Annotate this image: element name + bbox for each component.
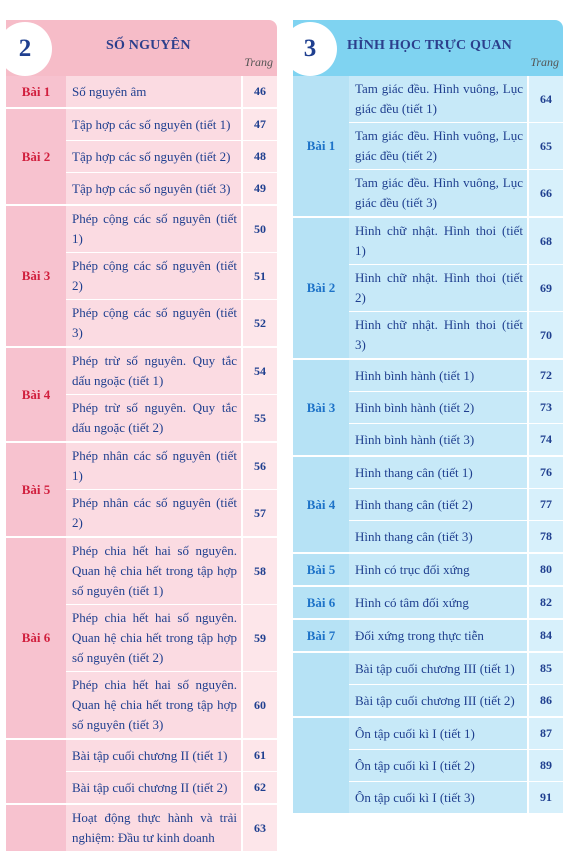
lesson-label: Bài 7: [293, 620, 349, 651]
lesson-group: [293, 455, 563, 552]
page-number: 55: [241, 395, 277, 441]
page-number: 74: [527, 424, 563, 455]
toc-row[interactable]: [349, 122, 563, 169]
page-number: 73: [527, 392, 563, 423]
lesson-title: Tập hợp các số nguyên (tiết 3): [66, 173, 241, 204]
lesson-label: Bài 3: [6, 206, 66, 346]
lesson-group: [6, 346, 277, 441]
toc-row[interactable]: [349, 218, 563, 264]
page-number: 66: [527, 170, 563, 216]
lesson-title: Hình thang cân (tiết 2): [349, 489, 527, 520]
lesson-title: Phép trừ số nguyên. Quy tắc dấu ngoặc (tiết 2): [66, 395, 241, 441]
lesson-title: Đối xứng trong thực tiễn: [349, 620, 527, 651]
chapter-2-panel: [6, 20, 277, 851]
page-number: 68: [527, 218, 563, 264]
lesson-label: Bài 6: [6, 538, 66, 738]
toc-row[interactable]: [66, 489, 277, 536]
lesson-group: [293, 76, 563, 216]
lesson-title: Hình chữ nhật. Hình thoi (tiết 1): [349, 218, 527, 264]
lesson-group: [6, 76, 277, 107]
lesson-title: Hình chữ nhật. Hình thoi (tiết 2): [349, 265, 527, 311]
chapter-title: HÌNH HỌC TRỰC QUAN: [347, 38, 512, 53]
lesson-label: [293, 718, 349, 813]
lesson-title: Tập hợp các số nguyên (tiết 1): [66, 109, 241, 140]
lesson-label: Bài 1: [293, 76, 349, 216]
lesson-title: Tam giác đều. Hình vuông, Lục giác đều (tiết 1): [349, 76, 527, 122]
lesson-title: Phép nhân các số nguyên (tiết 1): [66, 443, 241, 489]
lesson-items: [66, 76, 277, 107]
chapter-number-badge: 2: [0, 22, 52, 76]
chapter-number-badge: 3: [283, 22, 337, 76]
page-number: 62: [241, 772, 277, 803]
lesson-title: Hình bình hành (tiết 2): [349, 392, 527, 423]
page-number: 85: [527, 653, 563, 684]
lesson-title: Số nguyên âm: [66, 76, 241, 107]
lesson-items: [66, 109, 277, 204]
lesson-title: Phép chia hết hai số nguyên. Quan hệ chia hết trong tập hợp số nguyên (tiết 1): [66, 538, 241, 604]
page-number: 69: [527, 265, 563, 311]
page-number: 57: [241, 490, 277, 536]
page-number: 87: [527, 718, 563, 749]
page-number: 56: [241, 443, 277, 489]
lesson-label: Bài 4: [6, 348, 66, 441]
lesson-items: [349, 360, 563, 455]
toc-row[interactable]: [349, 391, 563, 423]
page-number: 49: [241, 173, 277, 204]
lesson-label: [293, 653, 349, 716]
lesson-items: [349, 76, 563, 216]
toc-row[interactable]: [349, 520, 563, 552]
lesson-group: [293, 585, 563, 618]
lesson-group: [293, 716, 563, 813]
lesson-items: [66, 538, 277, 738]
page-column-label: Trang: [530, 55, 559, 69]
toc-row[interactable]: [66, 348, 277, 394]
toc-row[interactable]: [349, 311, 563, 358]
toc-row[interactable]: [349, 423, 563, 455]
toc-row[interactable]: [66, 394, 277, 441]
lesson-title: Ôn tập cuối kì I (tiết 1): [349, 718, 527, 749]
lesson-group: [6, 204, 277, 346]
page-number: 48: [241, 141, 277, 172]
lesson-label: Bài 2: [6, 109, 66, 204]
lesson-title: Phép chia hết hai số nguyên. Quan hệ chia hết trong tập hợp số nguyên (tiết 3): [66, 672, 241, 738]
toc-table: [293, 76, 563, 813]
toc-row[interactable]: [66, 172, 277, 204]
page-number: 65: [527, 123, 563, 169]
lesson-title: Ôn tập cuối kì I (tiết 3): [349, 782, 527, 813]
lesson-title: Hình có trục đối xứng: [349, 554, 527, 585]
lesson-label: Bài 1: [6, 76, 66, 107]
toc-row[interactable]: [349, 360, 563, 391]
page-number: 76: [527, 457, 563, 488]
toc-row[interactable]: [349, 76, 563, 122]
lesson-items: [349, 587, 563, 618]
page-number: 78: [527, 521, 563, 552]
page-number: 91: [527, 782, 563, 813]
toc-row[interactable]: [66, 140, 277, 172]
page-number: 51: [241, 253, 277, 299]
lesson-group: [6, 441, 277, 536]
lesson-label: Bài 5: [293, 554, 349, 585]
page-column-label: Trang: [244, 55, 273, 69]
toc-row[interactable]: [349, 457, 563, 488]
lesson-title: Phép nhân các số nguyên (tiết 2): [66, 490, 241, 536]
lesson-title: Phép cộng các số nguyên (tiết 1): [66, 206, 241, 252]
page-number: 59: [241, 605, 277, 671]
lesson-group: [6, 803, 277, 851]
toc-row[interactable]: [66, 252, 277, 299]
page-number: 82: [527, 587, 563, 618]
lesson-items: [349, 218, 563, 358]
page-number: 63: [241, 805, 277, 851]
page-number: 80: [527, 554, 563, 585]
lesson-title: Tập hợp các số nguyên (tiết 2): [66, 141, 241, 172]
page-number: 77: [527, 489, 563, 520]
toc-row[interactable]: [349, 781, 563, 813]
chapter-header: [293, 20, 563, 76]
lesson-label: [6, 740, 66, 803]
lesson-group: [6, 107, 277, 204]
lesson-label: Bài 3: [293, 360, 349, 455]
toc-row[interactable]: [66, 538, 277, 604]
lesson-group: [293, 618, 563, 651]
lesson-title: Hình bình hành (tiết 1): [349, 360, 527, 391]
lesson-label: Bài 4: [293, 457, 349, 552]
chapter-title: SỐ NGUYÊN: [106, 38, 191, 53]
page-number: 60: [241, 672, 277, 738]
toc-row[interactable]: [349, 620, 563, 651]
lesson-label: Bài 5: [6, 443, 66, 536]
lesson-title: Ôn tập cuối kì I (tiết 2): [349, 750, 527, 781]
lesson-title: Bài tập cuối chương II (tiết 1): [66, 740, 241, 771]
toc-row[interactable]: [66, 671, 277, 738]
lesson-items: [349, 554, 563, 585]
lesson-items: [349, 620, 563, 651]
lesson-title: Bài tập cuối chương II (tiết 2): [66, 772, 241, 803]
toc-row[interactable]: [66, 740, 277, 771]
toc-row[interactable]: [349, 169, 563, 216]
page-number: 64: [527, 76, 563, 122]
toc-row[interactable]: [66, 443, 277, 489]
lesson-title: Phép trừ số nguyên. Quy tắc dấu ngoặc (tiết 1): [66, 348, 241, 394]
toc-row[interactable]: [349, 684, 563, 716]
page-number: 50: [241, 206, 277, 252]
toc-row[interactable]: [349, 749, 563, 781]
toc-row[interactable]: [349, 587, 563, 618]
toc-row[interactable]: [66, 771, 277, 803]
lesson-title: Hoạt động thực hành và trải nghiệm: Đầu tư kinh doanh: [66, 805, 241, 851]
toc-row[interactable]: [349, 488, 563, 520]
toc-row[interactable]: [66, 206, 277, 252]
lesson-title: Bài tập cuối chương III (tiết 2): [349, 685, 527, 716]
lesson-title: Hình chữ nhật. Hình thoi (tiết 3): [349, 312, 527, 358]
page-number: 84: [527, 620, 563, 651]
chapter-3-panel: [293, 20, 563, 813]
lesson-title: Hình bình hành (tiết 3): [349, 424, 527, 455]
lesson-title: Phép cộng các số nguyên (tiết 3): [66, 300, 241, 346]
lesson-label: [6, 805, 66, 851]
lesson-items: [66, 443, 277, 536]
lesson-items: [66, 206, 277, 346]
lesson-label: Bài 6: [293, 587, 349, 618]
lesson-group: [6, 536, 277, 738]
page-number: 89: [527, 750, 563, 781]
lesson-group: [6, 738, 277, 803]
toc-row[interactable]: [349, 653, 563, 684]
toc-row[interactable]: [66, 299, 277, 346]
lesson-items: [349, 457, 563, 552]
lesson-group: [293, 651, 563, 716]
page-number: 70: [527, 312, 563, 358]
page-number: 52: [241, 300, 277, 346]
page-number: 58: [241, 538, 277, 604]
lesson-items: [66, 348, 277, 441]
page-number: 46: [241, 76, 277, 107]
lesson-title: Phép cộng các số nguyên (tiết 2): [66, 253, 241, 299]
lesson-items: [66, 740, 277, 803]
toc-row[interactable]: [349, 264, 563, 311]
page-number: 86: [527, 685, 563, 716]
chapter-header: [6, 20, 277, 76]
lesson-title: Hình có tâm đối xứng: [349, 587, 527, 618]
toc-row[interactable]: [66, 76, 277, 107]
lesson-items: [349, 718, 563, 813]
toc-row[interactable]: [349, 554, 563, 585]
lesson-title: Hình thang cân (tiết 1): [349, 457, 527, 488]
toc-row[interactable]: [66, 109, 277, 140]
lesson-title: Phép chia hết hai số nguyên. Quan hệ chia hết trong tập hợp số nguyên (tiết 2): [66, 605, 241, 671]
toc-table: [6, 76, 277, 851]
toc-row[interactable]: [66, 805, 277, 851]
page-number: 47: [241, 109, 277, 140]
lesson-label: Bài 2: [293, 218, 349, 358]
toc-row[interactable]: [349, 718, 563, 749]
lesson-title: Bài tập cuối chương III (tiết 1): [349, 653, 527, 684]
lesson-items: [66, 805, 277, 851]
page-number: 54: [241, 348, 277, 394]
lesson-group: [293, 216, 563, 358]
page-number: 72: [527, 360, 563, 391]
lesson-title: Tam giác đều. Hình vuông, Lục giác đều (tiết 3): [349, 170, 527, 216]
toc-row[interactable]: [66, 604, 277, 671]
lesson-title: Tam giác đều. Hình vuông, Lục giác đều (tiết 2): [349, 123, 527, 169]
lesson-title: Hình thang cân (tiết 3): [349, 521, 527, 552]
page-number: 61: [241, 740, 277, 771]
lesson-group: [293, 552, 563, 585]
lesson-items: [349, 653, 563, 716]
lesson-group: [293, 358, 563, 455]
